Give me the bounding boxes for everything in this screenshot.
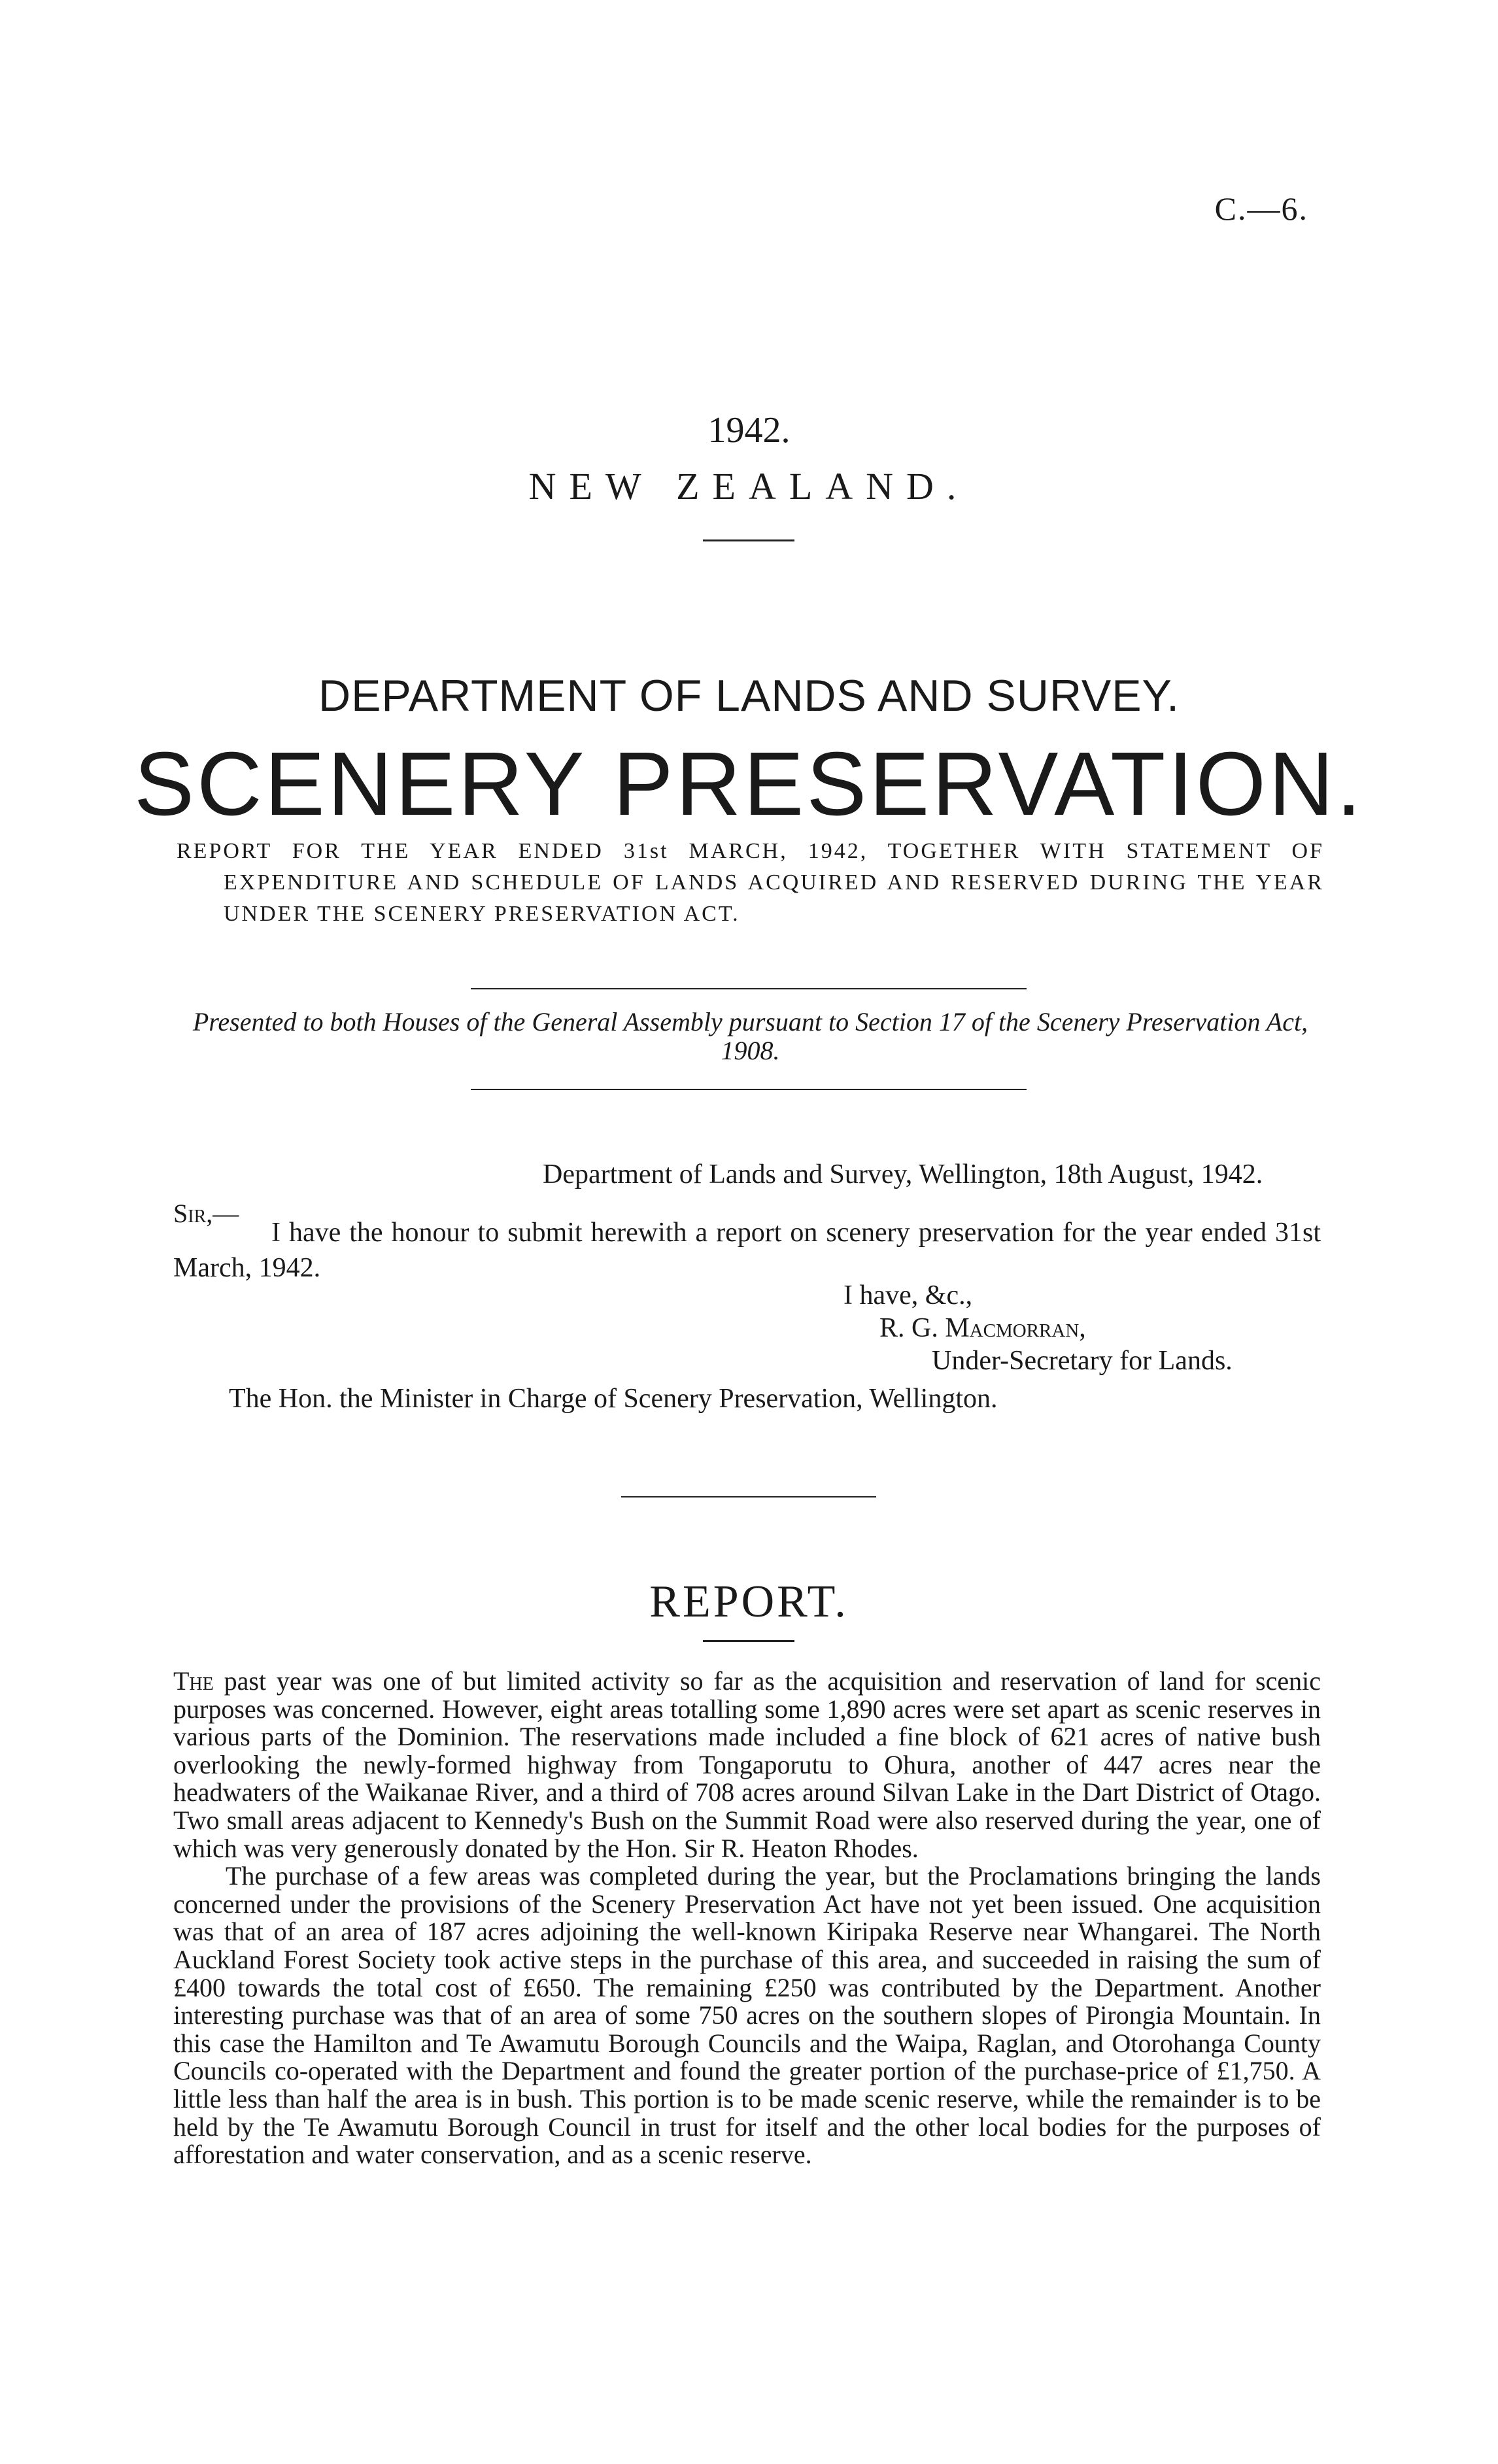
- section-divider: [621, 1496, 876, 1497]
- letter-dateline: Department of Lands and Survey, Wellington, 18th August, 1942.: [543, 1159, 1263, 1189]
- rule-below-presented: [471, 1089, 1027, 1090]
- letter-signatory-title: Under-Secretary for Lands.: [932, 1346, 1233, 1376]
- country-heading: NEW ZEALAND.: [528, 465, 970, 507]
- report-paragraph-1: [173, 1668, 1321, 1862]
- report-body: [173, 1668, 1321, 2169]
- letter-addressee: The Hon. the Minister in Charge of Scenery Preservation, Wellington.: [229, 1384, 998, 1414]
- presentation-note: Presented to both Houses of the General Assembly pursuant to Section 17 of the Scenery Preservation Act, 1908.: [192, 1007, 1308, 1065]
- document-subtitle: REPORT FOR THE YEAR ENDED 31st MARCH, 1942, TOGETHER WITH STATEMENT OF EXPENDITURE AND SCHEDULE OF LANDS ACQUIRED AND RESERVED DURING THE YEAR UNDER THE SCENERY PRESERVATION ACT.: [177, 839, 1324, 926]
- publication-year: 1942.: [707, 410, 791, 451]
- document-title: SCENERY PRESERVATION.: [133, 734, 1365, 834]
- report-paragraph-1-text: past year was one of but limited activity so far as the acquisition and reservation of land for scenic purposes was concerned. However, eight areas totalling some 1,890 acres were set apart as scenic reserves in various parts of the Dominion. The reservations made included a fine block of 621 acres of native bush overlooking the newly-formed highway from Tongaporutu to Ohura, another of 447 acres near the headwaters of the Waikanae River, and a third of 708 acres around Silvan Lake in the Dart District of Otago. Two small areas adjacent to Kennedy's Bush on the Summit Road were also reserved during the year, one of which was very generously donated by the Hon. Sir R. Heaton Rhodes.: [173, 1666, 1321, 1863]
- report-paragraph-2: The purchase of a few areas was completed during the year, but the Proclamations bringing the lands concerned under the provisions of the Scenery Preservation Act have not yet been issued. One acquisition was that of an area of 187 acres adjoining the well-known Kiripaka Reserve near Whangarei. The North Auckland Forest Society took active steps in the purchase of this area, and succeeded in raising the sum of £400 towards the total cost of £650. The remaining £250 was contributed by the Department. Another interesting purchase was that of an area of some 750 acres on the southern slopes of Pirongia Mountain. In this case the Hamilton and Te Awamutu Borough Councils and the Waipa, Raglan, and Otorohanga County Councils co-operated with the Department and found the greater portion of the purchase-price of £1,750. A little less than half the area is in bush. This portion is to be made scenic reserve, while the remainder is to be held by the Te Awamutu Borough Council in trust for itself and the other local bodies for the purposes of afforestation and water conservation, and as a scenic reserve.: [173, 1861, 1321, 2170]
- letter-closing: I have, &c.,: [843, 1280, 973, 1310]
- page-reference: C.—6.: [1214, 190, 1308, 227]
- letter-body: I have the honour to submit herewith a report on scenery preservation for the year ended 31st March, 1942.: [173, 1218, 1321, 1283]
- department-heading: DEPARTMENT OF LANDS AND SURVEY.: [318, 671, 1180, 721]
- rule-under-report-heading: [703, 1640, 794, 1642]
- rule-above-presented: [471, 988, 1027, 989]
- letter-salutation: Sir,—: [173, 1199, 239, 1228]
- letter-signatory: R. G. Macmorran,: [879, 1313, 1086, 1343]
- report-heading: REPORT.: [649, 1577, 849, 1627]
- rule-short-top: [703, 539, 794, 541]
- report-lead-word: The: [173, 1666, 214, 1696]
